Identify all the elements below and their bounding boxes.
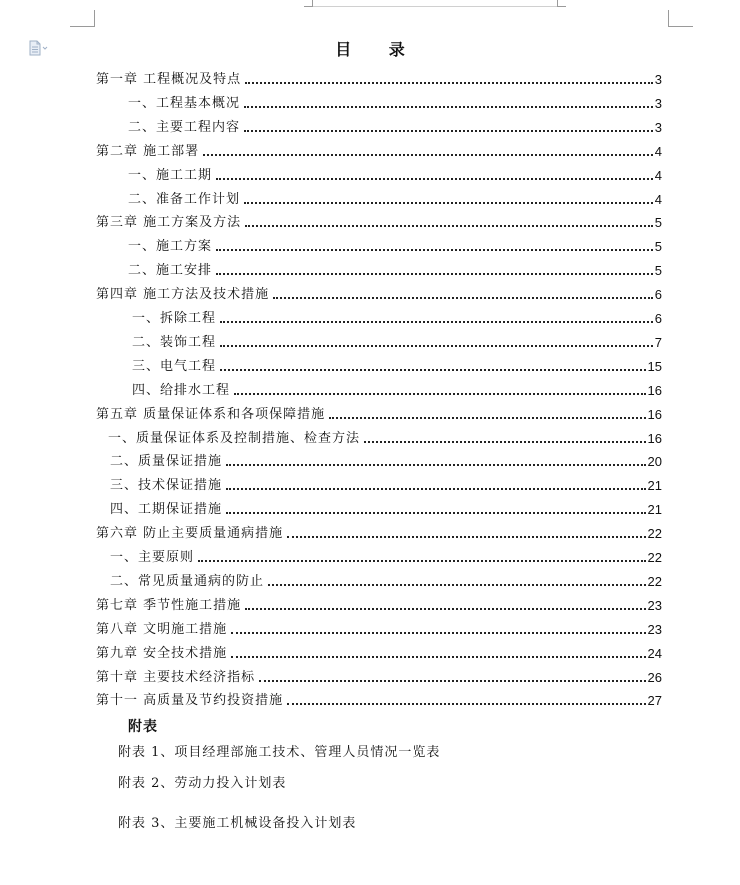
toc-entry-label: 第四章 施工方法及技术措施 (96, 287, 270, 303)
toc-entry-page: 4 (654, 167, 662, 183)
toc-entry-label: 二、质量保证措施 (110, 454, 223, 470)
toc-entry-page: 15 (647, 358, 662, 374)
toc-entry-page: 22 (647, 550, 662, 565)
toc-entry[interactable] (0, 644, 740, 664)
toc-leader-dots (216, 237, 653, 257)
toc-entry-page: 5 (654, 263, 662, 279)
toc-entry[interactable] (0, 94, 740, 114)
toc-entry-page: 5 (654, 215, 662, 231)
toc-leader-dots (220, 333, 653, 353)
toc-entry[interactable] (0, 620, 740, 640)
toc-entry-page: 6 (654, 287, 662, 303)
toc-entry-label: 二、装饰工程 (132, 334, 217, 350)
toc-leader-dots (244, 94, 653, 114)
toc-entry[interactable] (0, 381, 740, 401)
toc-entry-label: 一、工程基本概况 (128, 95, 241, 111)
appendix-item: 附表 1、项目经理部施工技术、管理人员情况一览表 (118, 745, 441, 760)
toc-entry[interactable] (0, 261, 740, 281)
toc-entry-label: 一、主要原则 (110, 550, 195, 565)
toc-entry-label: 第二章 施工部署 (96, 143, 200, 159)
toc-entry-page: 4 (654, 191, 662, 207)
toc-entry[interactable] (0, 452, 740, 472)
toc-entry-label: 第十章 主要技术经济指标 (96, 669, 256, 685)
toc-entry-page: 22 (647, 573, 662, 589)
header-line (313, 6, 557, 7)
toc-entry-label: 四、给排水工程 (132, 382, 231, 398)
toc-entry-page: 4 (654, 143, 662, 159)
toc-entry[interactable] (0, 237, 740, 257)
toc-entry-label: 第五章 质量保证体系和各项保障措施 (96, 406, 326, 422)
toc-entry-label: 二、施工安排 (128, 263, 213, 279)
toc-entry[interactable] (0, 524, 740, 544)
toc-entry[interactable] (0, 285, 740, 305)
toc-leader-dots (287, 524, 645, 544)
toc-entry-label: 第九章 安全技术措施 (96, 645, 228, 661)
toc-entry-page: 16 (647, 406, 662, 422)
toc-entry[interactable] (0, 70, 740, 90)
toc-entry[interactable] (0, 405, 740, 425)
toc-entry[interactable] (0, 548, 740, 568)
toc-leader-dots (329, 405, 645, 425)
toc-leader-dots (220, 309, 653, 329)
toc-leader-dots (245, 70, 653, 90)
page-title: 目 录 (335, 40, 421, 59)
toc-entry[interactable] (0, 476, 740, 496)
toc-entry[interactable] (0, 118, 740, 138)
appendix-item: 附表 2、劳动力投入计划表 (118, 776, 287, 791)
toc-entry-page: 3 (654, 95, 662, 111)
crop-mark-top-left (70, 10, 95, 27)
toc-leader-dots (364, 429, 646, 449)
toc-entry-page: 16 (647, 382, 662, 398)
toc-entry-label: 三、技术保证措施 (110, 478, 223, 494)
appendix-item: 附表 3、主要施工机械设备投入计划表 (118, 816, 357, 831)
toc-entry-page: 21 (647, 502, 662, 518)
toc-entry-page: 23 (647, 597, 662, 613)
toc-entry-label: 四、工期保证措施 (110, 502, 223, 518)
toc-leader-dots (244, 118, 653, 138)
crop-mark-top-right (668, 10, 693, 27)
toc-entry-page: 21 (647, 478, 662, 494)
toc-entry-page: 7 (654, 334, 662, 350)
toc-leader-dots (226, 476, 646, 496)
toc-entry-page: 26 (647, 669, 662, 685)
toc-entry-label: 三、电气工程 (132, 358, 217, 374)
toc-leader-dots (216, 261, 653, 281)
toc-leader-dots (203, 142, 653, 162)
toc-entry[interactable] (0, 166, 740, 186)
toc-leader-dots (198, 548, 646, 568)
toc-entry-page: 16 (647, 430, 662, 446)
toc-leader-dots (231, 620, 645, 640)
toc-entry-label: 第六章 防止主要质量通病措施 (96, 526, 284, 542)
toc-entry-page: 3 (654, 119, 662, 135)
toc-leader-dots (273, 285, 653, 305)
toc-entry-label: 第三章 施工方案及方法 (96, 215, 242, 231)
toc-leader-dots (216, 166, 653, 186)
toc-leader-dots (287, 691, 645, 711)
toc-entry[interactable] (0, 691, 740, 711)
toc-leader-dots (244, 190, 653, 210)
toc-entry-page: 3 (654, 72, 662, 87)
toc-leader-dots (259, 668, 645, 688)
toc-entry[interactable] (0, 429, 740, 449)
toc-entry[interactable] (0, 596, 740, 616)
toc-entry-page: 24 (647, 645, 662, 661)
toc-leader-dots (245, 596, 645, 616)
toc-leader-dots (226, 500, 646, 520)
toc-leader-dots (245, 213, 653, 233)
toc-entry[interactable] (0, 190, 740, 210)
toc-entry-label: 二、主要工程内容 (128, 119, 241, 135)
toc-entry-label: 第一章 工程概况及特点 (96, 72, 242, 87)
toc-entry-label: 第八章 文明施工措施 (96, 621, 228, 637)
toc-leader-dots (220, 357, 646, 377)
toc-entry[interactable] (0, 333, 740, 353)
toc-entry[interactable] (0, 357, 740, 377)
crop-mark-top-mid-right (557, 0, 566, 7)
toc-entry-page: 20 (647, 454, 662, 470)
toc-entry-label: 一、拆除工程 (132, 311, 217, 326)
toc-entry-page: 23 (647, 621, 662, 637)
toc-entry-label: 第七章 季节性施工措施 (96, 597, 242, 613)
toc-leader-dots (226, 452, 646, 472)
toc-entry-label: 一、施工方案 (128, 239, 213, 255)
toc-entry[interactable] (0, 142, 740, 162)
toc-entry-label: 二、常见质量通病的防止 (110, 573, 265, 589)
toc-entry[interactable] (0, 500, 740, 520)
toc-leader-dots (231, 644, 645, 664)
toc-entry-label: 一、施工工期 (128, 167, 213, 183)
toc-entry[interactable] (0, 572, 740, 592)
crop-mark-top-mid-left (304, 0, 313, 7)
toc-entry-label: 二、准备工作计划 (128, 191, 241, 207)
toc-entry-page: 6 (654, 311, 662, 326)
toc-leader-dots (268, 572, 646, 592)
toc-entry-page: 5 (654, 239, 662, 255)
toc-entry[interactable] (0, 309, 740, 329)
toc-entry[interactable] (0, 213, 740, 233)
toc-leader-dots (234, 381, 646, 401)
toc-entry-page: 27 (647, 693, 662, 709)
toc-entry-label: 第十一 高质量及节约投资措施 (96, 693, 284, 709)
appendix-heading: 附表 (128, 719, 158, 735)
toc-entry-page: 22 (647, 526, 662, 542)
toc-entry-label: 一、质量保证体系及控制措施、检查方法 (108, 430, 361, 446)
toc-entry[interactable] (0, 668, 740, 688)
